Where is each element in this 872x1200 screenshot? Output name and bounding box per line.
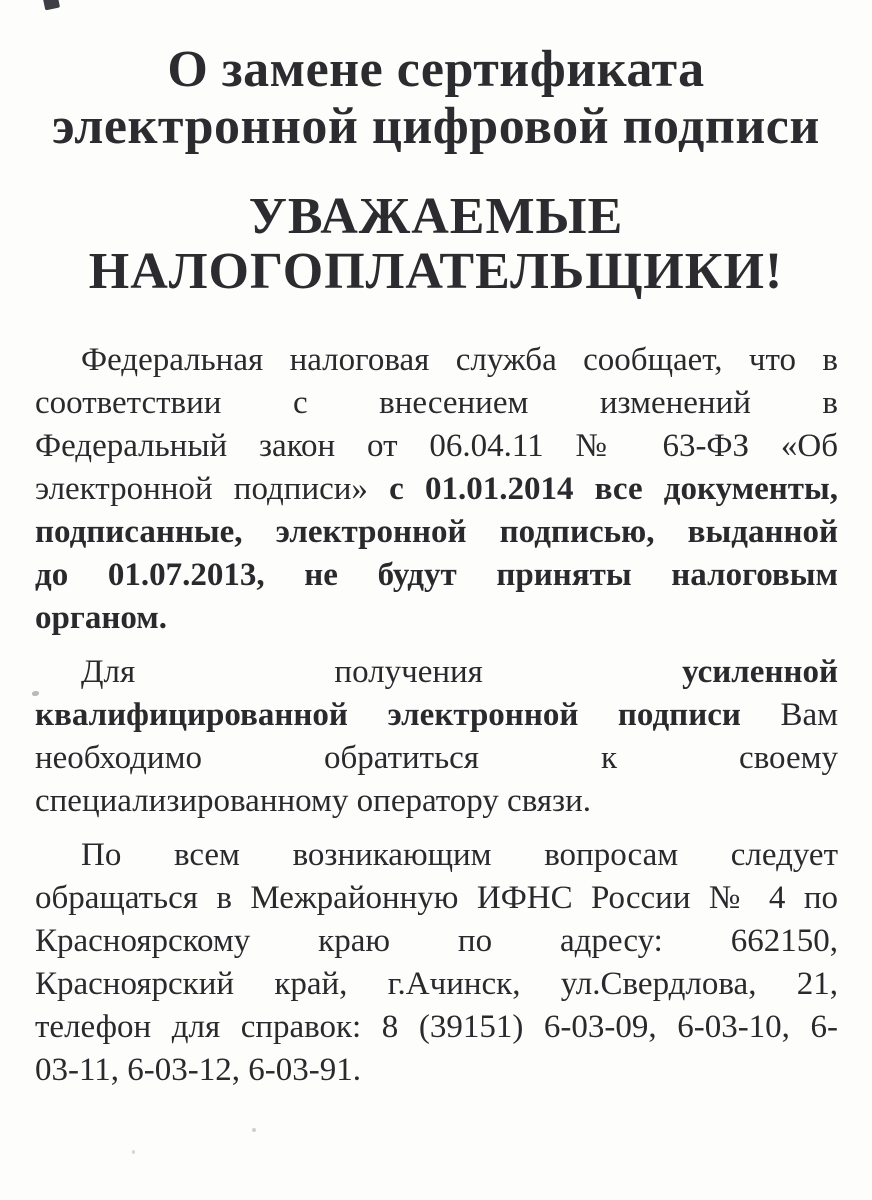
paragraph-fns-notice xyxy=(35,339,838,640)
bold-text-run: подписанные, электронной подписью, выданной xyxy=(35,514,838,550)
text-run: электронной подписи» xyxy=(35,471,390,507)
salutation-heading xyxy=(10,189,862,299)
text-line xyxy=(35,963,838,1006)
text-line xyxy=(35,1049,838,1092)
text-line xyxy=(35,511,838,554)
bold-text-run: органом. xyxy=(35,600,167,636)
text-run: Федеральная налоговая служба сообщает, что в xyxy=(81,342,838,378)
document-title-line2: электронной цифровой подписи xyxy=(52,98,820,155)
text-line xyxy=(35,1006,838,1049)
text-run: По всем возникающим вопросам следует xyxy=(81,837,838,873)
text-line xyxy=(35,554,838,597)
text-run: соответствии с внесением изменений в xyxy=(35,385,838,421)
scan-artifact-speck xyxy=(132,1150,135,1154)
bold-text-run: до 01.07.2013, не будут приняты налоговым xyxy=(35,557,838,593)
text-line xyxy=(35,834,838,877)
text-run: обращаться в Межрайонную ИФНС России № 4 по xyxy=(35,880,838,916)
text-run: Красноярскому краю по адресу: 662150, xyxy=(35,923,838,959)
text-line xyxy=(35,694,838,737)
paragraph-contacts xyxy=(35,834,838,1092)
document-title-line1: О замене сертификата xyxy=(167,41,705,98)
bold-text-run: квалифицированной электронной подписи xyxy=(35,697,741,733)
text-run: Для получения xyxy=(81,654,683,690)
text-line xyxy=(35,920,838,963)
text-run: телефон для справок: 8 (39151) 6-03-09, 6-03-10, 6- xyxy=(35,1009,838,1045)
text-run: 03-11, 6-03-12, 6-03-91. xyxy=(35,1052,361,1088)
salutation-line2: НАЛОГОПЛАТЕЛЬЩИКИ! xyxy=(88,243,784,300)
text-line xyxy=(35,425,838,468)
document-body xyxy=(35,339,838,1092)
paragraph-qualified-signature xyxy=(35,651,838,823)
text-run: Вам xyxy=(740,697,838,733)
document-title xyxy=(10,41,862,155)
text-run: специализированному оператору связи. xyxy=(35,783,591,819)
text-run: необходимо обратиться к своему xyxy=(35,740,838,776)
bold-text-run: с 01.01.2014 все документы, xyxy=(389,471,838,507)
text-line xyxy=(35,339,838,382)
scan-artifact-speck xyxy=(252,1128,256,1132)
text-line xyxy=(35,468,838,511)
text-line xyxy=(35,737,838,780)
salutation-line1: УВАЖАЕМЫЕ xyxy=(248,188,624,245)
text-line xyxy=(35,877,838,920)
bold-text-run: усиленной xyxy=(682,654,838,690)
text-line xyxy=(35,382,838,425)
text-line xyxy=(35,780,838,823)
text-run: Федеральный закон от 06.04.11 № 63-ФЗ «Об xyxy=(35,428,838,464)
text-line xyxy=(35,651,838,694)
scan-artifact-top-dash xyxy=(43,0,60,10)
text-run: Красноярский край, г.Ачинск, ул.Свердлова, 21, xyxy=(35,966,838,1002)
text-line xyxy=(35,597,838,640)
